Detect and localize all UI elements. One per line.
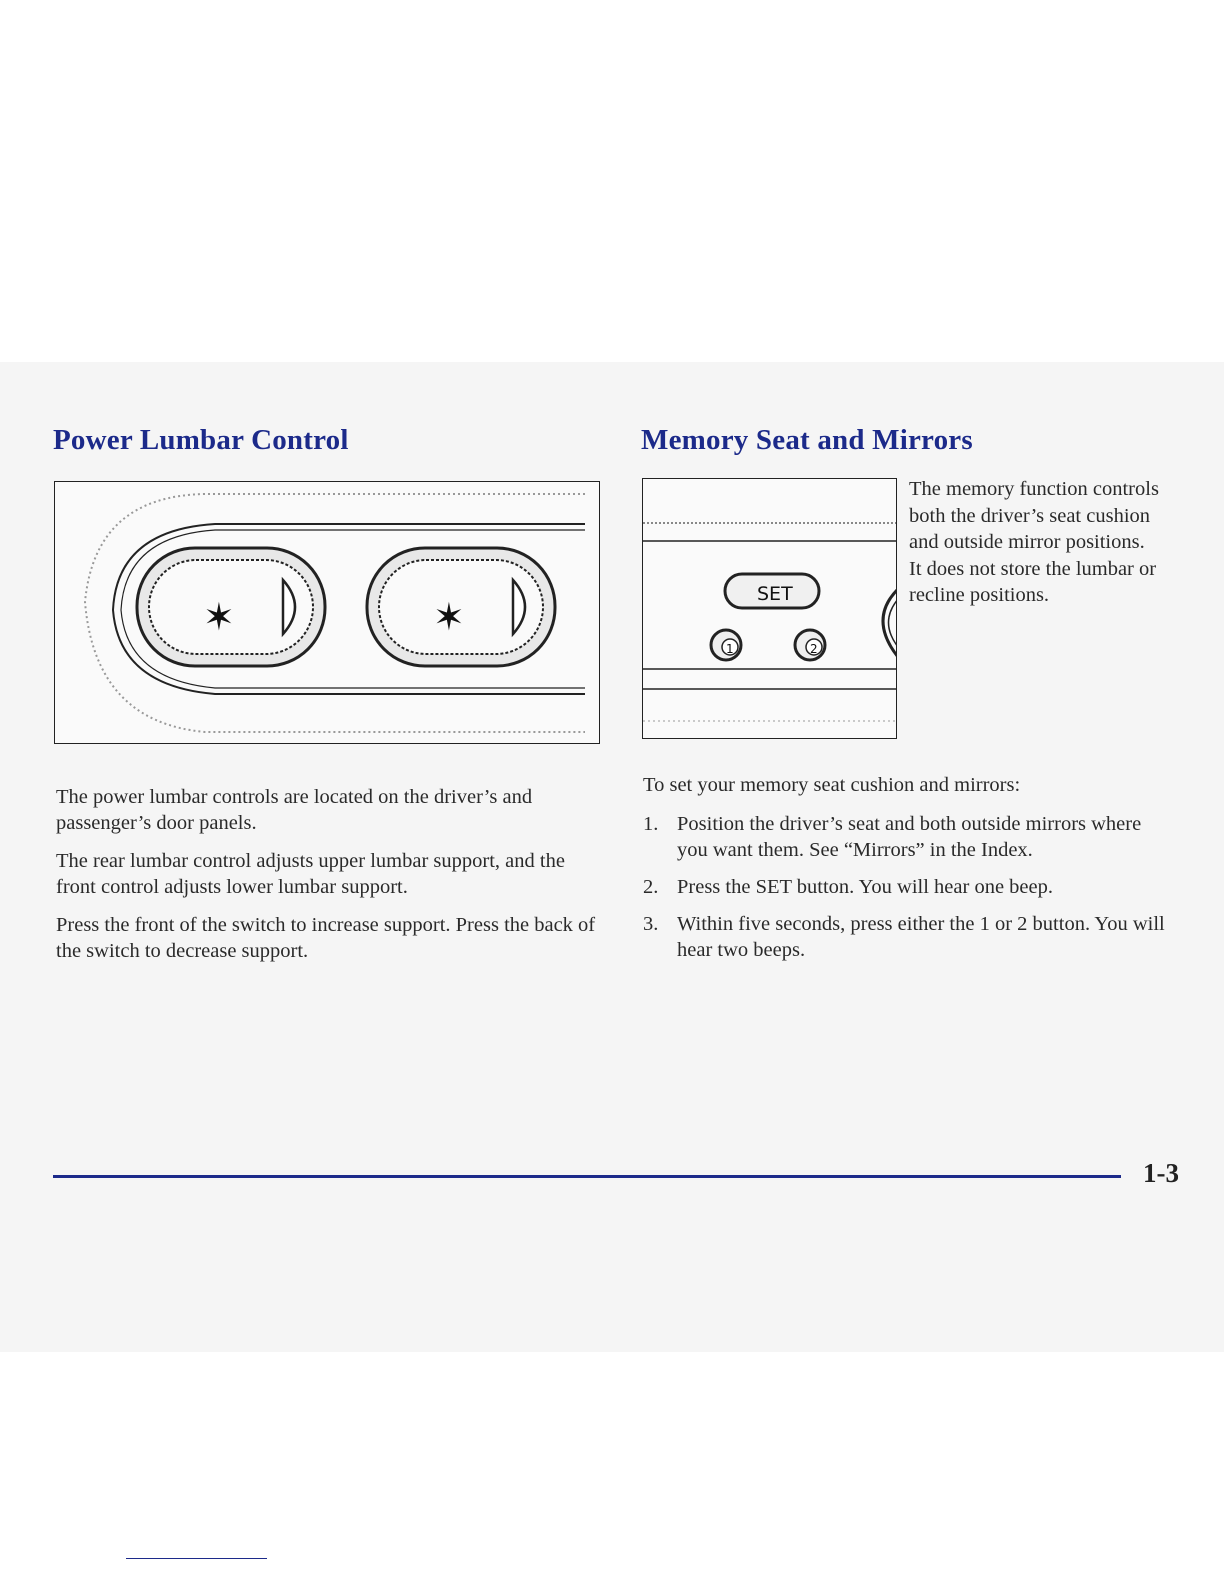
memory-button-1-drawing — [711, 630, 741, 660]
step-text: Within five seconds, press either the 1 or 2 button. You will hear two beeps. — [677, 913, 1165, 961]
list-item — [643, 911, 1173, 963]
step-text: Position the driver’s seat and both outside mirrors where you want them. See “Mirrors” in the Index. — [677, 813, 1142, 861]
memory-steps-list — [643, 811, 1173, 974]
rear-lumbar-switch — [137, 548, 325, 666]
step-text: Press the SET button. You will hear one beep. — [677, 876, 1053, 898]
memory-panel-drawing — [643, 479, 897, 739]
set-button-drawing — [725, 574, 819, 608]
lumbar-body-text — [56, 784, 596, 976]
front-lumbar-switch — [367, 548, 555, 666]
lumbar-control-illustration — [54, 481, 600, 744]
memory-button-1-label: 1 — [726, 642, 734, 656]
memory-intro-text: To set your memory seat cushion and mirrors: — [643, 774, 1021, 796]
step-number: 2. — [643, 876, 659, 898]
lumbar-paragraph: The power lumbar controls are located on the driver’s and passenger’s door panels. — [56, 786, 533, 834]
power-lumbar-heading: Power Lumbar Control — [53, 424, 349, 456]
list-item — [643, 874, 1173, 900]
svg-text:✶: ✶ — [203, 595, 235, 639]
memory-description: The memory function controls both the driver’s seat cushion and outside mirror positions. It does not store the lumbar or recline positions. — [909, 478, 1159, 606]
memory-button-2-label: 2 — [810, 642, 818, 656]
footer-rule — [53, 1175, 1121, 1178]
step-number: 1. — [643, 813, 659, 835]
list-item — [643, 811, 1173, 863]
memory-controls-illustration — [642, 478, 897, 739]
memory-seat-heading: Memory Seat and Mirrors — [641, 424, 973, 456]
set-button-label: SET — [757, 583, 793, 605]
svg-text:✶: ✶ — [433, 595, 465, 639]
page-number: 1-3 — [1143, 1158, 1179, 1188]
memory-button-2-drawing — [795, 630, 825, 660]
bottom-link-underline — [126, 1558, 267, 1559]
lumbar-paragraph: Press the front of the switch to increase support. Press the back of the switch to decrease support. — [56, 914, 596, 962]
lumbar-paragraph: The rear lumbar control adjusts upper lumbar support, and the front control adjusts lower lumbar support. — [56, 850, 565, 898]
step-number: 3. — [643, 913, 659, 935]
lumbar-switch-drawing — [55, 482, 600, 744]
